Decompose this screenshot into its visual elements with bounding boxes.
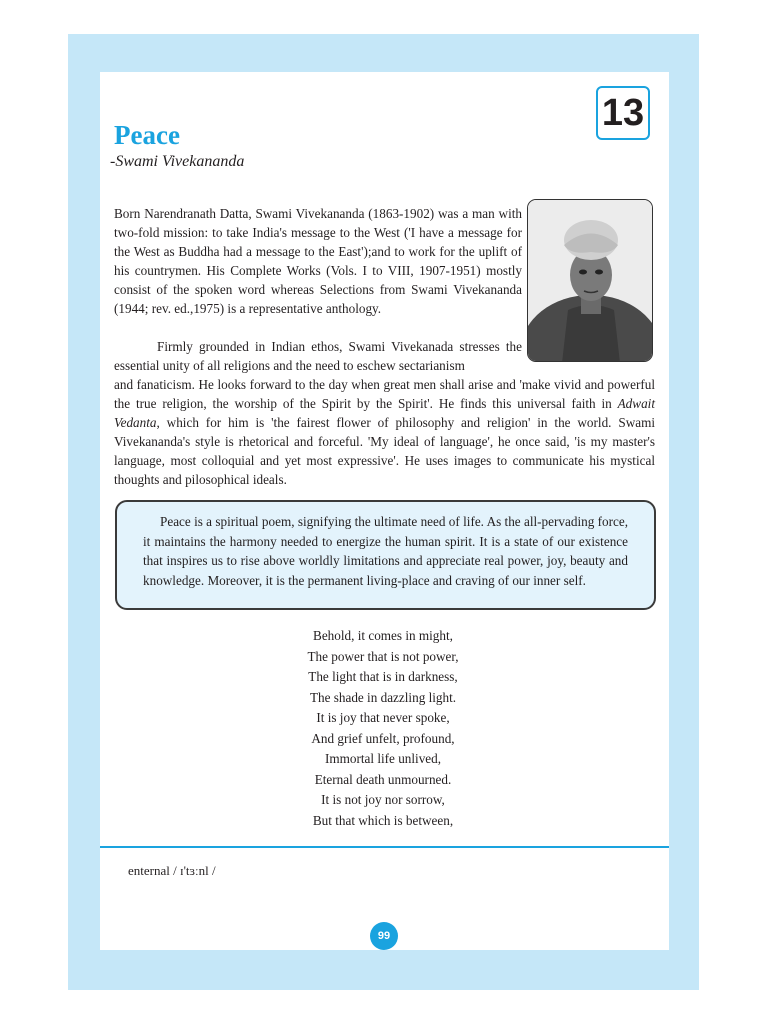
intro-paragraph-1: Born Narendranath Datta, Swami Vivekananda (1863-1902) was a man with two-fold mission: to take India's message to the West ('I have a message for the West as Buddha had a message to the East');and to work for the uplift of his countrymen. His Complete Works (Vols. I to VIII, 1907-1951) mostly consist of the spoken word whereas Selections from Swami Vivekananda (1944; rev. ed.,1975) is a representative anthology. xyxy=(114,206,522,316)
intro-paragraph-2-text: and fanaticism. He looks forward to the day when great men shall arise and 'make vivid and powerful the true religion, the worship of the Spirit by the Spirit'. He finds this universal faith in xyxy=(114,377,655,411)
poem-line: But that which is between, xyxy=(312,812,454,828)
chapter-number-badge xyxy=(596,86,650,140)
poem-line: It is joy that never spoke, xyxy=(316,710,450,725)
poem-line: Immortal life unlived, xyxy=(324,751,442,766)
chapter-author: -Swami Vivekananda xyxy=(110,153,245,170)
summary-box xyxy=(115,500,656,610)
poem-line: It is not joy nor sorrow, xyxy=(321,792,445,807)
chapter-number: 13 xyxy=(601,91,645,134)
poem-line: The light that is in darkness, xyxy=(308,669,458,684)
poem-line: Behold, it comes in might, xyxy=(313,628,453,643)
poem-line: Eternal death unmourned. xyxy=(314,771,452,787)
poem-line: And grief unfelt, profound, xyxy=(311,730,455,746)
intro-paragraph-2-opening: Firmly grounded in Indian ethos, Swami Vivekanada stresses the essential unity of all religions and the need to eschew sectarianism xyxy=(114,339,522,373)
intro-paragraph-2-body xyxy=(114,377,655,487)
summary-text: Peace is a spiritual poem, signifying the ultimate need of life. As the all-pervading force, it maintains the harmony needed to energize the human spirit. It is a state of our existence that inspires us to rise above worldly limitations and appreciate real power, joy, beauty and knowledge. Moreover, it is the permanent living-place and craving of our inner self. xyxy=(143,514,628,588)
intro-paragraph-2 xyxy=(114,337,655,489)
footnote-divider xyxy=(100,846,669,848)
page-number: 99 xyxy=(370,922,398,950)
poem xyxy=(233,626,533,831)
poem-line: The power that is not power, xyxy=(307,648,459,664)
adwait-vedanta-term: Adwait Vedanta xyxy=(114,396,655,430)
poem-line: The shade in dazzling light. xyxy=(309,689,457,705)
intro-paragraph-2-rest: , which for him is 'the fairest flower of philosophy and religion' in the world. Swami Vivekananda's style is rhetorical and forceful. 'My ideal of language', he once said, 'is my master's language, most colloquial and yet most expressive'. He uses images to communicate his mystical thoughts and pilosophical ideals. xyxy=(114,415,655,487)
chapter-title: Peace xyxy=(114,120,180,150)
glossary-entry: enternal / ɪ'tɜːnl / xyxy=(128,863,216,878)
